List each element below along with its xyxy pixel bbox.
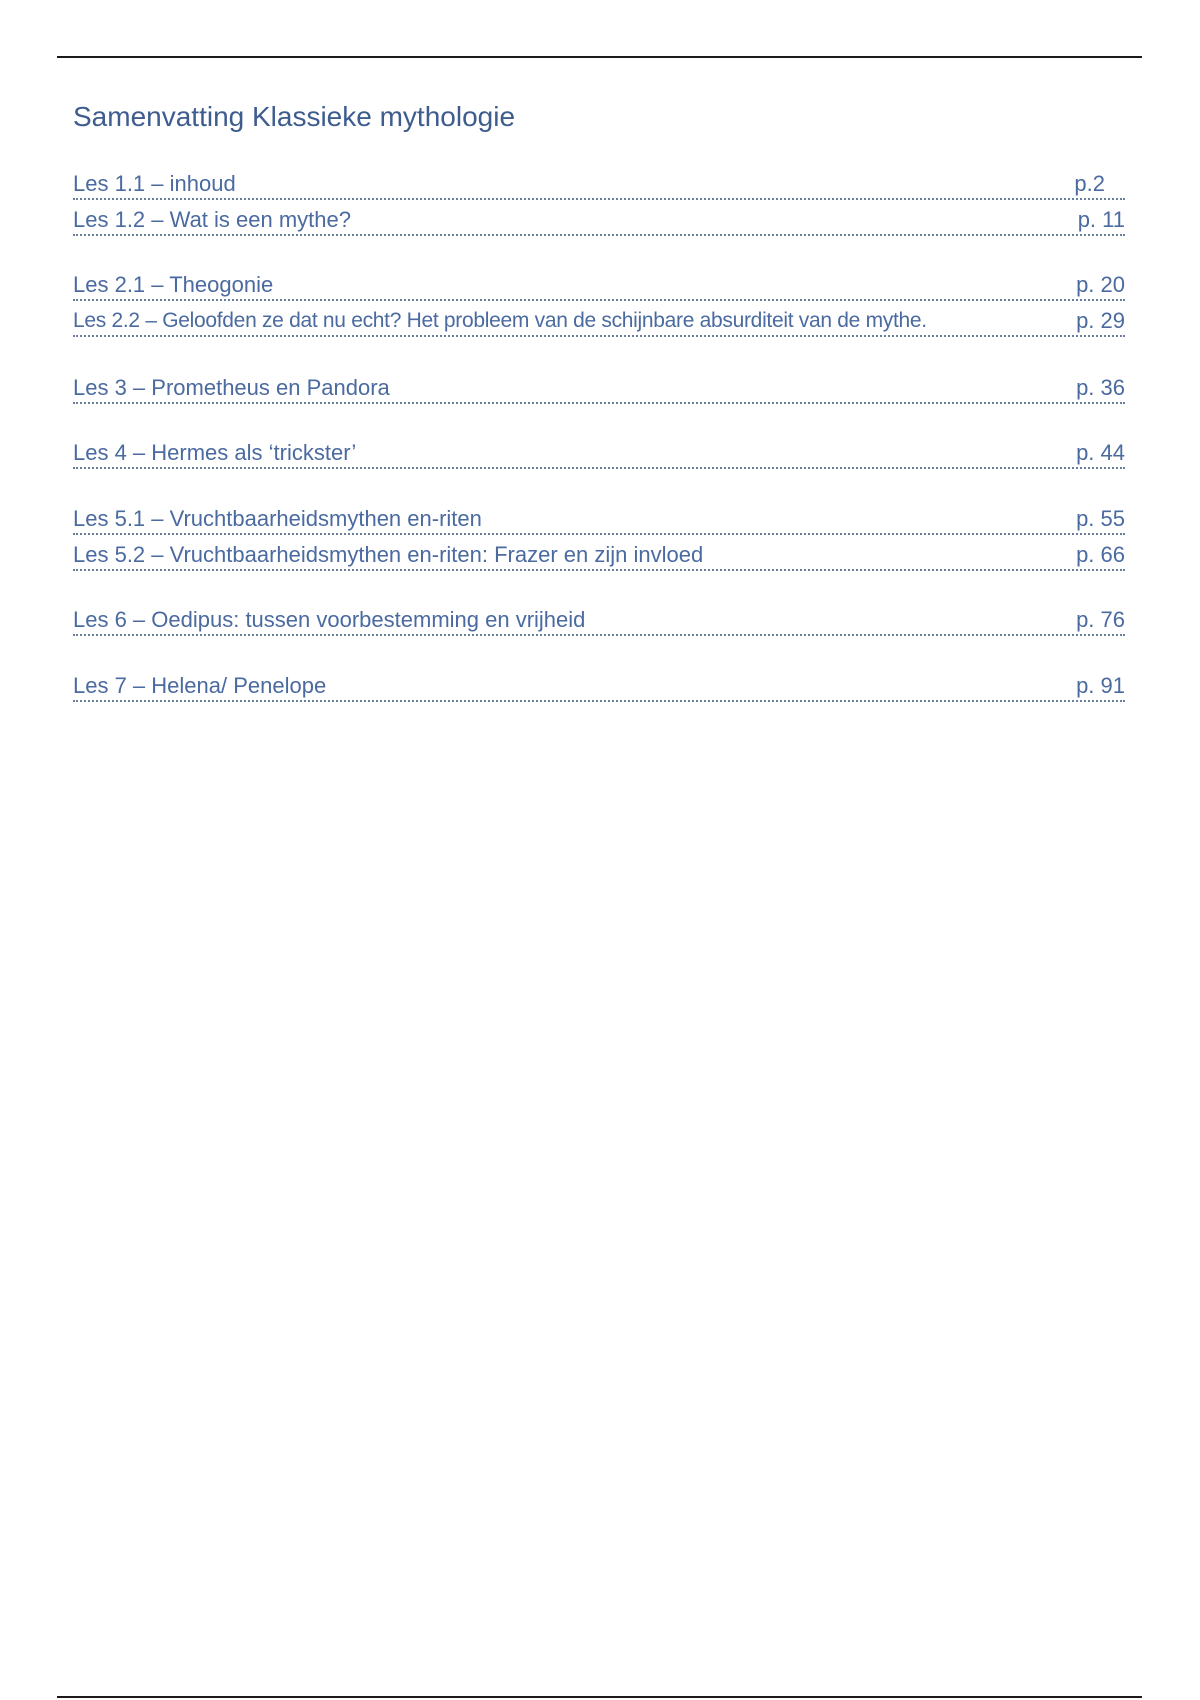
toc-entry-page: p.2 [1074,171,1105,196]
toc-entry-page: p. 55 [1076,506,1125,531]
document-title: Samenvatting Klassieke mythologie [73,101,516,132]
toc-entry-label: Les 1.2 – Wat is een mythe? [73,207,351,232]
toc-entry-les-2-2[interactable] [73,307,1125,337]
toc-entry-les-2-1[interactable] [73,271,1125,301]
toc-entry-les-5-2[interactable] [73,541,1125,571]
toc-entry-label: Les 4 – Hermes als ‘trickster’ [73,440,357,465]
toc-entry-label: Les 1.1 – inhoud [73,171,236,196]
footer-rule [57,1696,1142,1698]
toc-entry-page: p. 44 [1076,440,1125,465]
toc-entry-page: p. 76 [1076,607,1125,632]
toc-entry-les-1-2[interactable] [73,206,1125,236]
toc-entry-label: Les 5.1 – Vruchtbaarheidsmythen en-riten [73,506,482,531]
toc-entry-label: Les 7 – Helena/ Penelope [73,673,327,698]
toc-entry-label: Les 3 – Prometheus en Pandora [73,375,390,400]
toc-entry-page: p. 29 [1076,308,1125,333]
toc-entry-page: p. 36 [1076,375,1125,400]
toc-entry-les-4[interactable] [73,439,1125,469]
toc-entry-page: p. 20 [1076,272,1125,297]
toc-entry-page: p. 11 [1077,207,1125,232]
toc-entry-les-1-1[interactable] [73,170,1125,200]
toc-entry-page: p. 91 [1076,673,1125,698]
toc-entry-les-7[interactable] [73,672,1125,702]
toc-entry-label: Les 6 – Oedipus: tussen voorbestemming en vrijheid [73,607,586,632]
toc-entry-page: p. 66 [1076,542,1125,567]
toc-entry-les-3[interactable] [73,374,1125,404]
toc-entry-label: Les 5.2 – Vruchtbaarheidsmythen en-riten: Frazer en zijn invloed [73,542,704,567]
toc-entry-les-6[interactable] [73,606,1125,636]
header-rule [57,56,1142,58]
toc-entry-label: Les 2.2 – Geloofden ze dat nu echt? Het probleem van de schijnbare absurditeit van de mythe. [73,309,927,332]
toc-entry-les-5-1[interactable] [73,505,1125,535]
toc-entry-label: Les 2.1 – Theogonie [73,272,274,297]
